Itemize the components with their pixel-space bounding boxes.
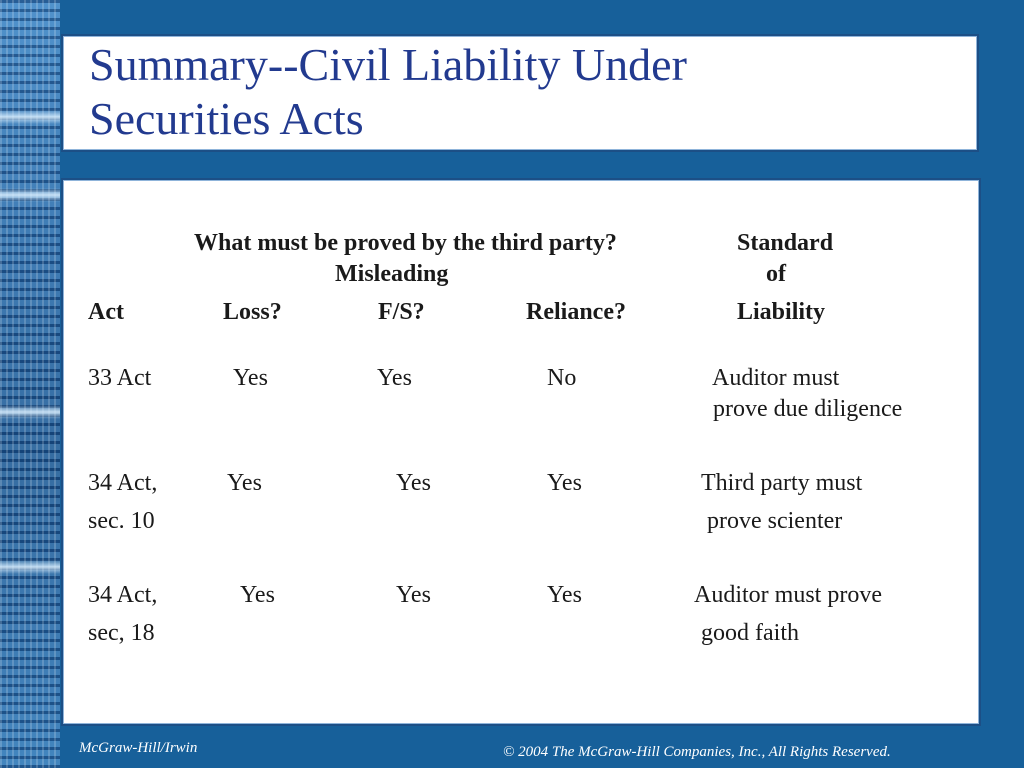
row-3-liability-line-1: Auditor must prove <box>694 582 882 608</box>
title-panel <box>61 34 979 152</box>
row-1-liability-line-1: Auditor must <box>712 365 840 391</box>
footer-copyright: © 2004 The McGraw-Hill Companies, Inc., All Rights Reserved. <box>503 744 891 760</box>
footer-publisher: McGraw-Hill/Irwin <box>79 740 198 756</box>
row-2-act-line-1: 34 Act, <box>88 470 158 496</box>
header-standard: Standard <box>737 230 834 256</box>
slide-title <box>89 38 687 146</box>
row-1-reliance: No <box>547 365 577 391</box>
row-3-act-line-1: 34 Act, <box>88 582 158 608</box>
row-1-fs: Yes <box>377 365 412 391</box>
row-2-loss: Yes <box>227 470 262 496</box>
strip-highlight <box>0 405 60 419</box>
content-panel <box>61 178 981 726</box>
column-header-loss: Loss? <box>223 299 282 325</box>
title-line-2: Securities Acts <box>89 93 364 144</box>
row-2-reliance: Yes <box>547 470 582 496</box>
column-header-fs: F/S? <box>378 299 425 325</box>
header-group-label: What must be proved by the third party? <box>194 230 617 256</box>
row-1-loss: Yes <box>233 365 268 391</box>
row-3-reliance: Yes <box>547 582 582 608</box>
row-2-act-line-2: sec. 10 <box>88 508 155 534</box>
row-3-liability-line-2: good faith <box>701 620 799 646</box>
row-2-liability-line-2: prove scienter <box>707 508 843 534</box>
row-1-liability-line-2: prove due diligence <box>713 396 903 422</box>
title-line-1: Summary--Civil Liability Under <box>89 39 687 90</box>
header-of: of <box>766 261 786 287</box>
column-header-reliance: Reliance? <box>526 299 626 325</box>
strip-highlight <box>0 560 60 574</box>
row-2-fs: Yes <box>396 470 431 496</box>
strip-highlight <box>0 110 60 124</box>
strip-highlight <box>0 188 60 202</box>
column-header-act: Act <box>88 299 124 325</box>
row-2-liability-line-1: Third party must <box>701 470 863 496</box>
row-3-fs: Yes <box>396 582 431 608</box>
header-misleading: Misleading <box>335 261 449 287</box>
row-3-act-line-2: sec, 18 <box>88 620 155 646</box>
row-3-loss: Yes <box>240 582 275 608</box>
row-1-act: 33 Act <box>88 365 152 391</box>
decorative-left-strip <box>0 0 60 768</box>
column-header-liability: Liability <box>737 299 826 325</box>
